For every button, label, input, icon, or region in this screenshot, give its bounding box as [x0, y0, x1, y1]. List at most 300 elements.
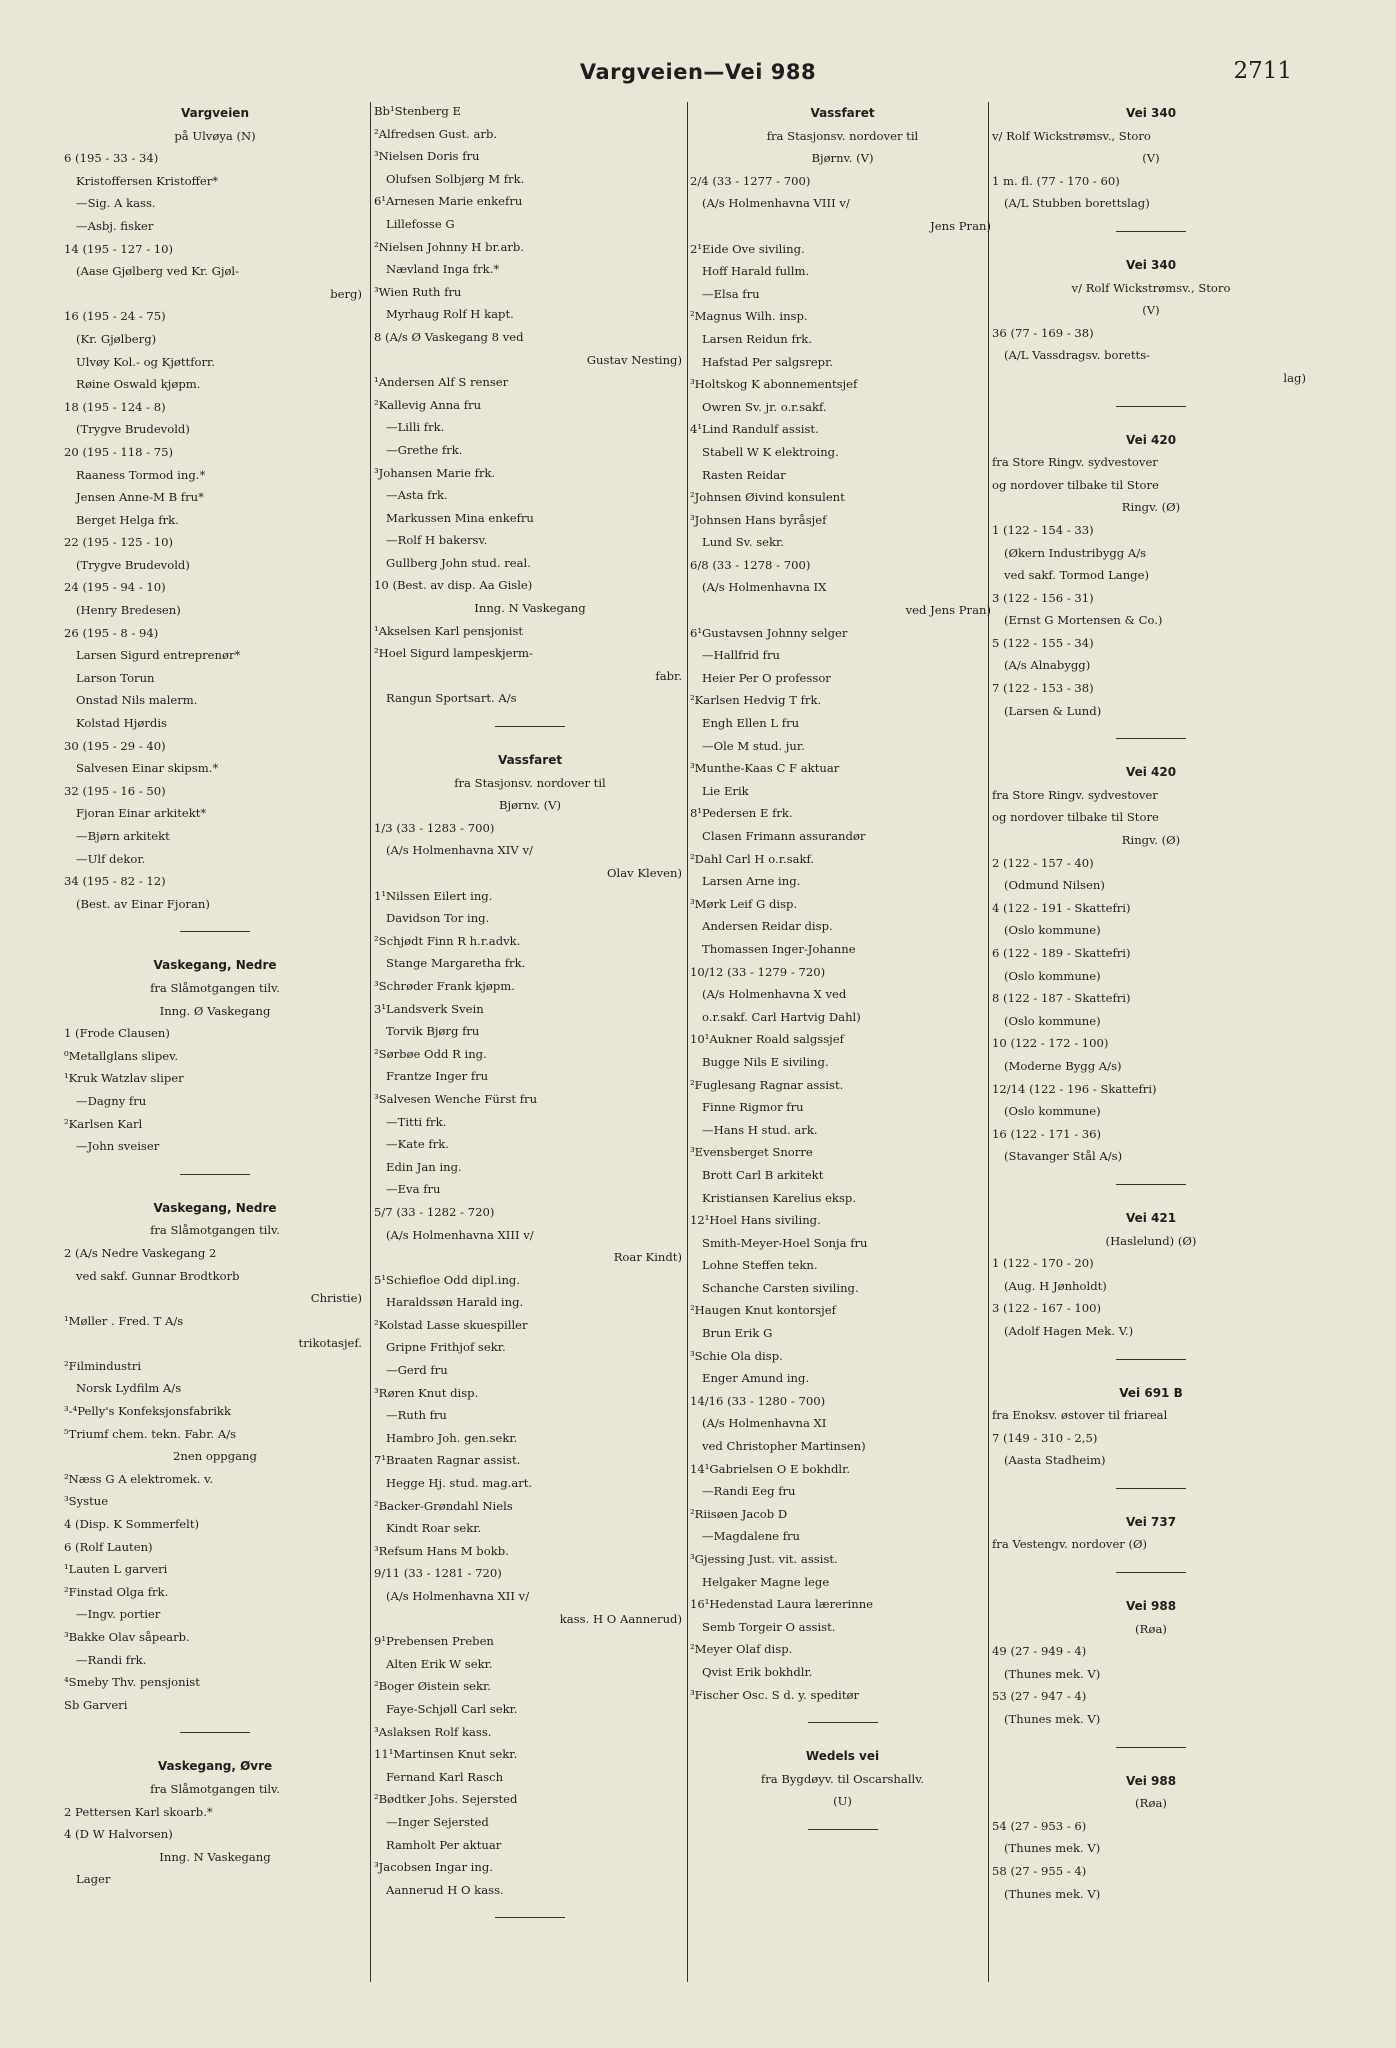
resident-line: (Moderne Bygg A/s)	[1004, 1058, 1122, 1073]
resident-line: Engh Ellen L fru	[702, 716, 800, 731]
resident-line: Hoff Harald fullm.	[702, 264, 810, 279]
section-divider	[1116, 1488, 1186, 1489]
address-entry: 7¹Braaten Ragnar assist.	[374, 1453, 521, 1468]
resident-line: —Bjørn arkitekt	[76, 829, 170, 843]
address-entry: ²Fuglesang Ragnar assist.	[690, 1077, 844, 1092]
resident-line: Heier Per O professor	[702, 670, 831, 685]
resident-line: Edin Jan ing.	[386, 1159, 462, 1174]
resident-line: —Randi frk.	[76, 1652, 147, 1667]
resident-line: —Lilli frk.	[386, 420, 445, 435]
resident-line: (Økern Industribygg A/s	[1004, 545, 1147, 560]
address-entry: 6 (122 - 189 - Skattefri)	[992, 946, 1131, 960]
street-heading: Vei 421	[1125, 1210, 1177, 1225]
address-entry: ³-⁴Pelly's Konfeksjonsfabrikk	[64, 1404, 231, 1419]
resident-line: Kolstad Hjørdis	[76, 716, 167, 731]
page-header-title: Vargveien—Vei 988	[579, 60, 817, 84]
resident-line: (A/s Alnabygg)	[1004, 658, 1091, 673]
address-entry: ²Filmindustri	[64, 1358, 142, 1373]
resident-line: Finne Rigmor fru	[702, 1100, 804, 1115]
address-entry: 10¹Aukner Roald salgssjef	[690, 1032, 844, 1047]
address-entry: ³Johnsen Hans byråsjef	[690, 512, 827, 527]
address-entry: 34 (195 - 82 - 12)	[64, 874, 166, 889]
resident-line: Stabell W K elektroing.	[702, 444, 839, 459]
resident-line: —Hallfrid fru	[702, 648, 780, 663]
resident-line: Lund Sv. sekr.	[702, 535, 785, 550]
address-entry: 24 (195 - 94 - 10)	[64, 580, 166, 595]
street-description: 2nen oppgang	[173, 1449, 257, 1464]
section-divider	[1116, 1747, 1186, 1748]
address-entry: 2/4 (33 - 1277 - 700)	[690, 173, 811, 188]
resident-line: Onstad Nils malerm.	[76, 693, 198, 708]
street-heading: Vei 737	[1125, 1514, 1177, 1529]
resident-line: (A/s Holmenhavna XII v/	[386, 1589, 530, 1603]
street-description: Bjørnv. (V)	[811, 151, 874, 166]
street-heading: Vei 340	[1125, 106, 1177, 120]
street-description: (Røa)	[1135, 1796, 1167, 1811]
address-entry: fra Enoksv. østover til friareal	[992, 1408, 1168, 1423]
address-entry: 54 (27 - 953 - 6)	[992, 1818, 1087, 1833]
street-description: fra Slåmotgangen tilv.	[150, 980, 280, 995]
address-entry: 8¹Pedersen E frk.	[690, 806, 793, 821]
address-entry: 16¹Hedenstad Laura lærerinne	[690, 1597, 874, 1612]
resident-line: —Elsa fru	[702, 286, 760, 301]
resident-line: —Sig. A kass.	[76, 196, 156, 211]
address-entry: 5 (122 - 155 - 34)	[992, 635, 1094, 650]
section-divider	[495, 726, 565, 727]
resident-line: Gullberg John stud. real.	[386, 555, 531, 570]
street-heading: Vaskegang, Øvre	[157, 1759, 273, 1774]
address-entry: ³Røren Knut disp.	[374, 1385, 479, 1400]
resident-line: Fjoran Einar arkitekt*	[76, 806, 207, 821]
address-entry: 53 (27 - 947 - 4)	[992, 1689, 1087, 1704]
resident-line: —Asta frk.	[386, 488, 448, 503]
address-entry: ³Jacobsen Ingar ing.	[374, 1860, 493, 1875]
resident-line: (Ernst G Mortensen & Co.)	[1004, 613, 1163, 628]
street-heading: Vaskegang, Nedre	[153, 1200, 277, 1215]
resident-line: (A/s Holmenhavna XIV v/	[386, 843, 533, 858]
address-entry: ²Næss G A elektromek. v.	[64, 1471, 214, 1486]
section-divider	[1116, 1184, 1186, 1185]
address-entry: 2¹Eide Ove siviling.	[690, 241, 805, 256]
address-entry: 2 (122 - 157 - 40)	[992, 855, 1094, 870]
address-entry: ¹Lauten L garveri	[64, 1562, 168, 1577]
resident-line: (Thunes mek. V)	[1004, 1886, 1101, 1901]
address-entry: ⁵Triumf chem. tekn. Fabr. A/s	[64, 1426, 237, 1441]
resident-line: Norsk Lydfilm A/s	[76, 1381, 182, 1396]
address-entry: 32 (195 - 16 - 50)	[64, 783, 166, 798]
resident-line: —Grethe frk.	[386, 442, 463, 457]
resident-line: Davidson Tor ing.	[386, 911, 490, 926]
resident-line: Faye-Schjøll Carl sekr.	[386, 1701, 518, 1716]
street-description: fra Bygdøyv. til Oscarshallv.	[760, 1771, 925, 1786]
resident-line: Hafstad Per salgsrepr.	[702, 354, 834, 369]
address-entry: 1 (122 - 170 - 20)	[992, 1256, 1094, 1271]
address-entry: 1 m. fl. (77 - 170 - 60)	[992, 173, 1120, 188]
street-description: Ringv. (Ø)	[1121, 500, 1181, 515]
address-entry: ²Backer-Grøndahl Niels	[374, 1498, 513, 1513]
column-divider	[988, 102, 989, 1982]
address-entry: ³Fischer Osc. S d. y. speditør	[690, 1687, 860, 1702]
address-entry: 14¹Gabrielsen O E bokhdlr.	[690, 1461, 851, 1476]
resident-line: Ulvøy Kol.- og Kjøttforr.	[76, 354, 215, 369]
address-entry: 3 (122 - 167 - 100)	[992, 1301, 1102, 1316]
resident-line: fabr.	[655, 668, 682, 683]
resident-line: Raaness Tormod ing.*	[76, 467, 206, 482]
resident-line: Kindt Roar sekr.	[386, 1521, 482, 1536]
section-divider	[180, 1732, 250, 1733]
address-entry: Bb¹Stenberg E	[374, 104, 461, 118]
resident-line: kass. H O Aannerud)	[559, 1611, 682, 1626]
resident-line: Lager	[76, 1872, 111, 1887]
address-entry: ⁴Smeby Thv. pensjonist	[64, 1675, 200, 1690]
address-entry: fra Vestengv. nordover (Ø)	[992, 1537, 1148, 1552]
resident-line: Olufsen Solbjørg M frk.	[386, 171, 525, 186]
column-3	[690, 100, 995, 1985]
address-entry: ²Nielsen Johnny H br.arb.	[374, 239, 525, 254]
resident-line: Hambro Joh. gen.sekr.	[386, 1430, 518, 1445]
street-heading: Vei 340	[1125, 257, 1177, 272]
address-entry: 22 (195 - 125 - 10)	[64, 535, 174, 550]
resident-line: Qvist Erik bokhdlr.	[702, 1664, 813, 1679]
resident-line: Kristoffersen Kristoffer*	[76, 173, 219, 188]
resident-line: Nævland Inga frk.*	[386, 262, 500, 277]
resident-line: —Ingv. portier	[76, 1607, 161, 1622]
street-heading: Vei 988	[1125, 1773, 1177, 1788]
address-entry: ²Karlsen Karl	[64, 1116, 143, 1131]
section-divider	[1116, 231, 1186, 232]
resident-line: Semb Torgeir O assist.	[702, 1619, 836, 1634]
address-entry: ²Kolstad Lasse skuespiller	[374, 1317, 528, 1332]
resident-line: Olav Kleven)	[607, 866, 682, 880]
resident-line: —Dagny fru	[76, 1093, 147, 1108]
address-entry: ³Systue	[64, 1494, 109, 1509]
address-entry: ¹Akselsen Karl pensjonist	[374, 623, 524, 638]
address-entry: 4 (122 - 191 - Skattefri)	[992, 900, 1131, 915]
resident-line: Brott Carl B arkitekt	[702, 1167, 824, 1182]
address-entry: 8 (A/s Ø Vaskegang 8 ved	[374, 329, 524, 344]
address-entry: ¹Møller . Fred. T A/s	[64, 1313, 184, 1328]
address-entry: ³Refsum Hans M bokb.	[374, 1543, 509, 1558]
resident-line: Kristiansen Karelius eksp.	[702, 1190, 857, 1205]
resident-line: Lie Erik	[702, 783, 749, 798]
address-entry: ³Johansen Marie frk.	[374, 465, 496, 480]
resident-line: —Titti frk.	[386, 1114, 447, 1129]
address-entry: 12/14 (122 - 196 - Skattefri)	[992, 1081, 1157, 1096]
resident-line: —Inger Sejersted	[386, 1814, 489, 1829]
section-divider	[808, 1722, 878, 1723]
address-entry: ³Aslaksen Rolf kass.	[374, 1724, 492, 1739]
address-entry: 14/16 (33 - 1280 - 700)	[690, 1393, 826, 1408]
resident-line: (A/L Vassdragsv. boretts-	[1004, 348, 1151, 363]
street-description: på Ulvøya (N)	[174, 128, 256, 143]
address-entry: 20 (195 - 118 - 75)	[64, 444, 174, 459]
resident-line: —Randi Eeg fru	[702, 1484, 796, 1499]
resident-line: Larsen Reidun frk.	[702, 331, 812, 346]
resident-line: —Ole M stud. jur.	[702, 738, 805, 753]
resident-line: Myrhaug Rolf H kapt.	[386, 307, 514, 322]
address-entry: 30 (195 - 29 - 40)	[64, 738, 166, 753]
address-entry: og nordover tilbake til Store	[992, 477, 1159, 492]
resident-line: Brun Erik G	[702, 1326, 773, 1341]
address-entry: 11¹Martinsen Knut sekr.	[374, 1747, 518, 1762]
resident-line: Christie)	[310, 1291, 362, 1306]
address-entry: 16 (122 - 171 - 36)	[992, 1126, 1102, 1141]
address-entry: 10/12 (33 - 1279 - 720)	[690, 964, 826, 979]
address-entry: ³Mørk Leif G disp.	[690, 896, 798, 911]
street-description: fra Slåmotgangen tilv.	[150, 1781, 280, 1796]
address-entry: ²Johnsen Øivind konsulent	[690, 490, 845, 505]
address-entry: ²Kallevig Anna fru	[374, 397, 482, 412]
section-divider	[495, 1917, 565, 1918]
resident-line: (Best. av Einar Fjoran)	[76, 896, 210, 911]
resident-line: (Oslo kommune)	[1004, 968, 1101, 983]
column-4	[992, 100, 1310, 1985]
section-divider	[180, 931, 250, 932]
column-divider	[370, 102, 371, 1982]
resident-line: Hegge Hj. stud. mag.art.	[386, 1476, 533, 1491]
resident-line: berg)	[330, 286, 362, 301]
resident-line: (Oslo kommune)	[1004, 1104, 1101, 1119]
resident-line: (A/s Holmenhavna VIII v/	[702, 196, 850, 211]
resident-line: (A/s Holmenhavna IX	[702, 580, 827, 595]
address-entry: 58 (27 - 955 - 4)	[992, 1864, 1087, 1878]
address-entry: ³Munthe-Kaas C F aktuar	[690, 761, 840, 776]
address-entry: ²Magnus Wilh. insp.	[690, 309, 808, 324]
resident-line: Rasten Reidar	[702, 467, 786, 482]
resident-line: (Oslo kommune)	[1004, 1013, 1101, 1028]
resident-line: Jensen Anne-M B fru*	[76, 490, 204, 505]
address-entry: 2 Pettersen Karl skoarb.*	[64, 1804, 213, 1819]
resident-line: (Trygve Brudevold)	[76, 422, 190, 437]
resident-line: (Thunes mek. V)	[1004, 1666, 1101, 1681]
address-entry: 2 (A/s Nedre Vaskegang 2	[64, 1245, 217, 1260]
resident-line: Larsen Sigurd entreprenør*	[76, 648, 241, 663]
resident-line: (Larsen & Lund)	[1004, 703, 1102, 718]
section-divider	[1116, 1572, 1186, 1573]
address-entry: 9¹Prebensen Preben	[374, 1634, 494, 1649]
street-description: fra Stasjonsv. nordover til	[454, 775, 606, 790]
street-description: v/ Rolf Wickstrømsv., Storo	[1071, 280, 1231, 295]
resident-line: (Oslo kommune)	[1004, 923, 1101, 938]
section-divider	[808, 1829, 878, 1830]
street-heading: Vaskegang, Nedre	[153, 958, 277, 973]
resident-line: lag)	[1283, 370, 1306, 385]
address-entry: 9/11 (33 - 1281 - 720)	[374, 1566, 502, 1581]
resident-line: (Thunes mek. V)	[1004, 1712, 1101, 1727]
address-entry: fra Store Ringv. sydvestover	[992, 787, 1158, 802]
resident-line: —Gerd fru	[386, 1363, 448, 1378]
resident-line: ved Jens Pran)	[905, 603, 991, 618]
resident-line: (Adolf Hagen Mek. V.)	[1004, 1323, 1134, 1338]
street-description: Bjørnv. (V)	[498, 798, 562, 813]
resident-line: ved Christopher Martinsen)	[702, 1439, 866, 1454]
address-entry: 4 (Disp. K Sommerfelt)	[64, 1517, 200, 1532]
address-entry: fra Store Ringv. sydvestover	[992, 455, 1158, 470]
address-entry: 26 (195 - 8 - 94)	[64, 625, 159, 640]
address-entry: 49 (27 - 949 - 4)	[992, 1644, 1087, 1659]
address-entry: 36 (77 - 169 - 38)	[992, 325, 1094, 340]
resident-line: —Kate frk.	[386, 1137, 449, 1152]
address-entry: ³Gjessing Just. vit. assist.	[690, 1552, 838, 1566]
street-description: fra Stasjonsv. nordover til	[766, 128, 919, 143]
address-entry: ⁰Metallglans slipev.	[64, 1048, 179, 1063]
resident-line: ved sakf. Tormod Lange)	[1004, 568, 1149, 583]
street-description: fra Slåmotgangen tilv.	[150, 1223, 280, 1238]
resident-line: Røine Oswald kjøpm.	[76, 377, 201, 392]
street-description: Inng. Ø Vaskegang	[159, 1003, 271, 1018]
address-entry: Sb Garveri	[64, 1697, 128, 1712]
resident-line: o.r.sakf. Carl Hartvig Dahl)	[702, 1009, 861, 1024]
resident-line: ved sakf. Gunnar Brodtkorb	[76, 1268, 240, 1283]
resident-line: (A/s Holmenhavna X ved	[702, 987, 847, 1002]
address-entry: 10 (Best. av disp. Aa Gisle)	[374, 578, 533, 593]
address-entry: ²Dahl Carl H o.r.sakf.	[690, 851, 815, 866]
address-entry: ²Sørbøe Odd R ing.	[374, 1046, 487, 1061]
address-entry: ²Schjødt Finn R h.r.advk.	[374, 933, 521, 948]
address-entry: 18 (195 - 124 - 8)	[64, 399, 166, 414]
address-entry: ³Wien Ruth fru	[374, 284, 462, 299]
resident-line: Ramholt Per aktuar	[386, 1837, 502, 1852]
resident-line: Smith-Meyer-Hoel Sonja fru	[702, 1235, 868, 1250]
resident-line: —John sveiser	[76, 1139, 160, 1154]
resident-line: (Aug. H Jønholdt)	[1004, 1278, 1107, 1293]
address-entry: 14 (195 - 127 - 10)	[64, 241, 174, 256]
resident-line: (Aase Gjølberg ved Kr. Gjøl-	[76, 264, 240, 279]
address-entry: ³Schie Ola disp.	[690, 1348, 783, 1363]
page-number: 2711	[1233, 58, 1292, 84]
address-entry: ²Karlsen Hedvig T frk.	[690, 693, 822, 708]
address-entry: 5/7 (33 - 1282 - 720)	[374, 1204, 495, 1219]
address-entry: 3¹Landsverk Svein	[374, 1001, 484, 1016]
address-entry: 6¹Gustavsen Johnny selger	[690, 625, 848, 640]
address-entry: ²Boger Øistein sekr.	[374, 1679, 491, 1694]
resident-line: Roar Kindt)	[613, 1250, 682, 1265]
resident-line: —Hans H stud. ark.	[702, 1122, 818, 1137]
address-entry: 7 (122 - 153 - 38)	[992, 681, 1094, 696]
resident-line: Schanche Carsten siviling.	[702, 1280, 859, 1295]
address-entry: v/ Rolf Wickstrømsv., Storo	[992, 128, 1151, 143]
street-description: (Røa)	[1135, 1621, 1167, 1636]
resident-line: (Aasta Stadheim)	[1004, 1453, 1106, 1468]
resident-line: (A/L Stubben borettslag)	[1004, 196, 1150, 211]
resident-line: Fernand Karl Rasch	[386, 1769, 504, 1784]
street-description: (V)	[1142, 151, 1160, 166]
address-entry: 6/8 (33 - 1278 - 700)	[690, 557, 811, 572]
resident-line: Torvik Bjørg fru	[386, 1024, 480, 1039]
address-entry: 6 (195 - 33 - 34)	[64, 151, 159, 166]
resident-line: Gripne Frithjof sekr.	[386, 1340, 506, 1355]
resident-line: Haraldssøn Harald ing.	[386, 1295, 524, 1310]
resident-line: (A/s Holmenhavna XI	[702, 1416, 827, 1431]
address-entry: ³Salvesen Wenche Fürst fru	[374, 1091, 538, 1106]
address-entry: 6¹Arnesen Marie enkefru	[374, 194, 523, 209]
address-entry: 1¹Nilssen Eilert ing.	[374, 888, 493, 903]
address-entry: ²Riisøen Jacob D	[690, 1506, 788, 1521]
resident-line: (Henry Bredesen)	[76, 603, 181, 618]
resident-line: —Rolf H bakersv.	[386, 533, 488, 548]
resident-line: Gustav Nesting)	[586, 352, 682, 367]
street-heading: Vassfaret	[497, 753, 563, 768]
address-entry: ³Bakke Olav såpearb.	[64, 1630, 190, 1644]
address-entry: 7 (149 - 310 - 2,5)	[992, 1430, 1098, 1445]
resident-line: Jens Pran)	[930, 218, 991, 233]
resident-line: Larsen Arne ing.	[702, 874, 801, 889]
address-entry: ²Bødtker Johs. Sejersted	[374, 1792, 518, 1807]
resident-line: Rangun Sportsart. A/s	[386, 691, 517, 706]
address-entry: 4¹Lind Randulf assist.	[690, 422, 819, 437]
street-heading: Vei 420	[1125, 432, 1177, 447]
address-entry: ³Nielsen Doris fru	[374, 149, 480, 164]
address-entry: 1/3 (33 - 1283 - 700)	[374, 820, 495, 835]
resident-line: —Ulf dekor.	[76, 851, 146, 866]
resident-line: (Stavanger Stål A/s)	[1004, 1149, 1123, 1164]
resident-line: (Trygve Brudevold)	[76, 557, 190, 572]
address-entry: 10 (122 - 172 - 100)	[992, 1036, 1109, 1051]
resident-line: Clasen Frimann assurandør	[702, 829, 866, 843]
street-description: Inng. N Vaskegang	[474, 601, 586, 616]
address-entry: ¹Andersen Alf S renser	[374, 375, 509, 390]
street-heading: Vei 988	[1125, 1599, 1177, 1614]
address-entry: 8 (122 - 187 - Skattefri)	[992, 991, 1131, 1006]
resident-line: trikotasjef.	[298, 1336, 362, 1351]
resident-line: —Asbj. fisker	[76, 218, 154, 233]
street-description: Ringv. (Ø)	[1121, 833, 1181, 848]
address-entry: 12¹Hoel Hans siviling.	[690, 1213, 821, 1228]
section-divider	[1116, 406, 1186, 407]
street-heading: Vei 420	[1125, 765, 1177, 780]
resident-line: Aannerud H O kass.	[386, 1882, 504, 1897]
resident-line: Lillefosse G	[386, 216, 455, 231]
resident-line: (Odmund Nilsen)	[1004, 878, 1105, 893]
resident-line: Owren Sv. jr. o.r.sakf.	[702, 399, 827, 414]
address-entry: 16 (195 - 24 - 75)	[64, 309, 166, 324]
address-entry: ²Haugen Knut kontorsjef	[690, 1303, 836, 1318]
street-heading: Vei 691 B	[1119, 1385, 1183, 1400]
address-entry: 6 (Rolf Lauten)	[64, 1539, 153, 1554]
resident-line: Salvesen Einar skipsm.*	[76, 761, 219, 776]
resident-line: Alten Erik W sekr.	[386, 1656, 493, 1671]
street-heading: Vargveien	[181, 106, 249, 120]
resident-line: Berget Helga frk.	[76, 512, 179, 527]
column-divider	[687, 102, 688, 1982]
resident-line: (Kr. Gjølberg)	[76, 331, 157, 346]
column-2	[374, 100, 686, 1985]
section-divider	[180, 1174, 250, 1175]
address-entry: 1 (122 - 154 - 33)	[992, 522, 1094, 537]
section-divider	[1116, 1359, 1186, 1360]
address-entry: ³Schrøder Frank kjøpm.	[374, 978, 515, 993]
address-entry: ³Holtskog K abonnementsjef	[690, 377, 858, 392]
resident-line: —Ruth fru	[386, 1408, 447, 1423]
resident-line: Bugge Nils E siviling.	[702, 1054, 829, 1069]
resident-line: Markussen Mina enkefru	[386, 510, 534, 525]
section-divider	[1116, 738, 1186, 739]
resident-line: Helgaker Magne lege	[702, 1574, 830, 1589]
resident-line: Andersen Reidar disp.	[702, 919, 833, 934]
address-entry: 3 (122 - 156 - 31)	[992, 590, 1094, 605]
resident-line: (Thunes mek. V)	[1004, 1841, 1101, 1856]
address-entry: 1 (Frode Clausen)	[64, 1026, 170, 1041]
street-heading: Wedels vei	[805, 1749, 880, 1764]
address-entry: ²Meyer Olaf disp.	[690, 1642, 793, 1657]
resident-line: Frantze Inger fru	[386, 1069, 489, 1084]
resident-line: (A/s Holmenhavna XIII v/	[386, 1227, 534, 1242]
street-description: (V)	[1142, 303, 1160, 318]
address-entry: ¹Kruk Watzlav sliper	[64, 1071, 184, 1086]
resident-line: Enger Amund ing.	[702, 1371, 810, 1386]
column-1	[64, 100, 366, 1985]
street-description: (U)	[833, 1794, 852, 1809]
